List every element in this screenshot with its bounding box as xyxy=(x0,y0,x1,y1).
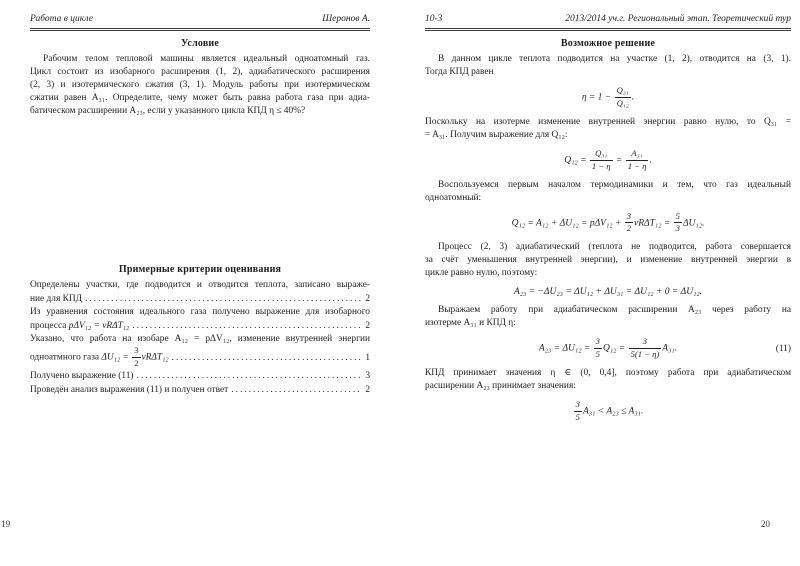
criteria-item xyxy=(30,306,370,333)
event-title: 2013/2014 уч.г. Региональный этап. Теоретический тур xyxy=(565,14,791,24)
text-line: Процесс (2, 3) адиабатический (теплота не подводится, работа совершается xyxy=(438,242,791,253)
fraction xyxy=(674,212,682,235)
fraction xyxy=(132,346,140,369)
display-formula xyxy=(425,287,791,297)
criteria-item xyxy=(30,383,370,397)
criteria-item xyxy=(30,369,370,383)
numerator: Q₃₁ xyxy=(595,147,608,158)
problem-statement xyxy=(30,53,370,118)
criteria-item xyxy=(30,279,370,306)
dotted-leader xyxy=(172,351,363,365)
denominator: 1 − η xyxy=(591,160,611,171)
denominator: 5(1 − η) xyxy=(630,349,660,360)
denominator: 2 xyxy=(626,223,632,234)
denominator: 3 xyxy=(675,223,680,234)
math-text: ΔU₁₂. xyxy=(682,218,705,229)
formula-body xyxy=(582,86,634,109)
text-line: батическом расширении A₂₃, если у указанного цикла КПД η ≤ 40%? xyxy=(30,106,306,116)
running-header-right xyxy=(425,14,791,31)
denominator: Q₁₂ xyxy=(616,97,629,108)
math-text: A₂₃ = ΔU₁₂ = xyxy=(538,343,593,354)
formula-body xyxy=(573,400,644,423)
text-line: = A₃₁. Получим выражение для Q₁₂: xyxy=(425,129,568,140)
denominator: 2 xyxy=(134,357,139,368)
display-formula xyxy=(425,86,791,109)
dotted-leader xyxy=(85,292,362,306)
criteria-text xyxy=(30,346,169,369)
criteria-text-line: Определены участки, где подводится и отводится теплота, записано выраже- xyxy=(30,280,370,290)
criteria-text-line: Указано, что работа на изобаре A₁₂ = pΔV₁₂, изменение внутренней энергии xyxy=(30,334,370,344)
criteria-list xyxy=(30,279,370,397)
display-formula xyxy=(425,149,791,172)
solution-paragraph xyxy=(425,241,791,280)
numerator: A₃₁ xyxy=(631,147,643,158)
math-text: Q₁₂ = xyxy=(602,343,628,354)
display-formula xyxy=(425,337,791,360)
denominator: 1 − η xyxy=(627,160,647,171)
math-text: η = 1 − xyxy=(581,92,614,103)
solution-paragraph xyxy=(425,179,791,205)
math-text: pΔV₁₂ = νRΔT₁₂ xyxy=(68,321,130,331)
formula-body xyxy=(514,287,702,297)
text-line: расширении A₂₃ принимает значения: xyxy=(425,381,576,391)
text-line: КПД принимает значения η ∈ (0, 0,4], поэтому работа при адиабатическом xyxy=(425,368,791,378)
math-text: A₂₃ = −ΔU₂₃ = ΔU₁₂ + ΔU₃₁ = ΔU₁₂ + 0 = ΔU₁₂. xyxy=(513,287,703,298)
text-line: (2, 3) и изотермического сжатия (3, 1). Модуль работы при изотермическом xyxy=(30,80,370,90)
fraction xyxy=(625,212,633,235)
numerator: 3 xyxy=(595,336,600,347)
denominator: 5 xyxy=(575,411,580,422)
numerator: 3 xyxy=(642,336,648,347)
criteria-title: Примерные критерии оценивания xyxy=(118,264,282,275)
math-text: A₃₁ < A₂₃ ≤ A₃₁. xyxy=(582,406,644,417)
article-title: Работа в цикле xyxy=(30,14,93,24)
text-line: сжатии равен A₃₁. Определите, чему может быть равна работа газа при адиа- xyxy=(30,93,370,103)
criteria-last-line xyxy=(30,383,370,397)
author-name: Шеронов А. xyxy=(322,14,370,24)
math-text: νRΔT₁₂ = xyxy=(634,218,673,229)
solution-paragraph xyxy=(425,116,791,142)
text-line: Воспользуемся первым началом термодинамики и тем, что газ идеальный xyxy=(438,179,791,190)
numerator: 3 xyxy=(626,210,632,221)
text-line: Рабочим телом тепловой машины является идеальный одноатомный газ. xyxy=(43,54,370,64)
solution-paragraph xyxy=(425,367,791,393)
denominator: 5 xyxy=(595,349,600,360)
criteria-score: 2 xyxy=(365,384,370,395)
criteria-score: 2 xyxy=(365,294,370,304)
text-line: Тогда КПД равен xyxy=(425,67,494,77)
criteria-score: 2 xyxy=(365,321,370,331)
page-right xyxy=(425,14,791,430)
dotted-leader xyxy=(137,369,363,383)
math-text: νRΔT₁₂ xyxy=(141,352,169,363)
math-text: Q₁₂ = A₁₂ + ΔU₁₂ = pΔV₁₂ + xyxy=(511,218,624,229)
formula-body xyxy=(512,212,705,235)
text-line: Поскольку на изотерме изменение внутренней энергии равно нулю, то Q₃₁ = xyxy=(425,116,791,127)
display-formula xyxy=(425,400,791,423)
math-text: Получено выражение (11) xyxy=(30,370,134,381)
math-text: ΔU₁₂ = xyxy=(101,352,132,363)
numerator: 5 xyxy=(675,210,680,221)
formula-body xyxy=(539,337,677,360)
section-title-condition: Условие xyxy=(180,38,220,49)
page-left xyxy=(30,14,370,397)
solution-paragraph xyxy=(425,304,791,330)
text-line: одноатомный: xyxy=(425,192,482,203)
fraction xyxy=(594,337,602,360)
criteria-last-line xyxy=(30,319,370,333)
dotted-leader xyxy=(231,383,362,397)
criteria-text xyxy=(30,319,129,333)
criteria-item xyxy=(30,333,370,369)
text-line: цикле равно нулю, поэтому: xyxy=(425,268,538,279)
math-text: . xyxy=(631,92,635,103)
math-text: ние для КПД xyxy=(30,294,83,304)
text-line: Выражаем работу при адиабатическом расширении A₂₃ через работу на xyxy=(438,305,791,316)
criteria-text xyxy=(30,292,82,306)
criteria-last-line xyxy=(30,292,370,306)
math-text: . xyxy=(649,155,652,166)
math-text: Q₁₂ = xyxy=(564,155,589,166)
numerator: 3 xyxy=(575,399,580,409)
running-header-left xyxy=(30,14,370,31)
criteria-text xyxy=(30,369,134,383)
text-line: Цикл состоит из изобарного расширения (1, 2), адиабатического расширения xyxy=(30,67,370,77)
criteria-last-line xyxy=(30,369,370,383)
solution-content xyxy=(425,53,791,423)
text-line: В данном цикле теплота подводится на участке (1, 2), отводится на (3, 1). xyxy=(438,54,791,64)
criteria-text-line: Из уравнения состояния идеального газа получено выражение для изобарного xyxy=(30,307,370,317)
math-text: Проведён анализ выражения (11) и получен ответ xyxy=(30,384,229,395)
math-text: A₃₁. xyxy=(662,343,678,354)
numerator: Q₃₁ xyxy=(616,85,629,95)
math-text: процесса xyxy=(30,321,69,331)
page-number-left: 19 xyxy=(1,519,11,529)
criteria-score: 3 xyxy=(365,370,370,381)
numerator: 3 xyxy=(134,345,139,355)
fraction xyxy=(629,337,662,360)
math-text: одноатмного газа xyxy=(30,352,102,363)
dotted-leader xyxy=(132,319,362,333)
fraction xyxy=(590,149,613,172)
text-line: изотерме A₃₁ и КПД η: xyxy=(425,318,516,329)
fraction xyxy=(626,147,652,172)
criteria-section xyxy=(30,264,370,397)
criteria-last-line xyxy=(30,346,370,369)
solution-paragraph xyxy=(425,53,791,79)
problem-code: 10-3 xyxy=(425,14,443,24)
equation-number: (11) xyxy=(775,343,791,354)
page-number-right: 20 xyxy=(760,519,770,529)
section-title-solution: Возможное решение xyxy=(560,38,656,49)
fraction xyxy=(615,86,631,109)
formula-body xyxy=(564,149,652,172)
fraction xyxy=(574,400,582,423)
criteria-text xyxy=(30,383,228,397)
display-formula xyxy=(425,212,791,235)
math-text: = xyxy=(613,155,625,166)
criteria-score: 1 xyxy=(365,352,370,363)
text-line: за счёт уменьшения внутренней энергии), и изменение внутренней энергии в xyxy=(425,255,791,266)
